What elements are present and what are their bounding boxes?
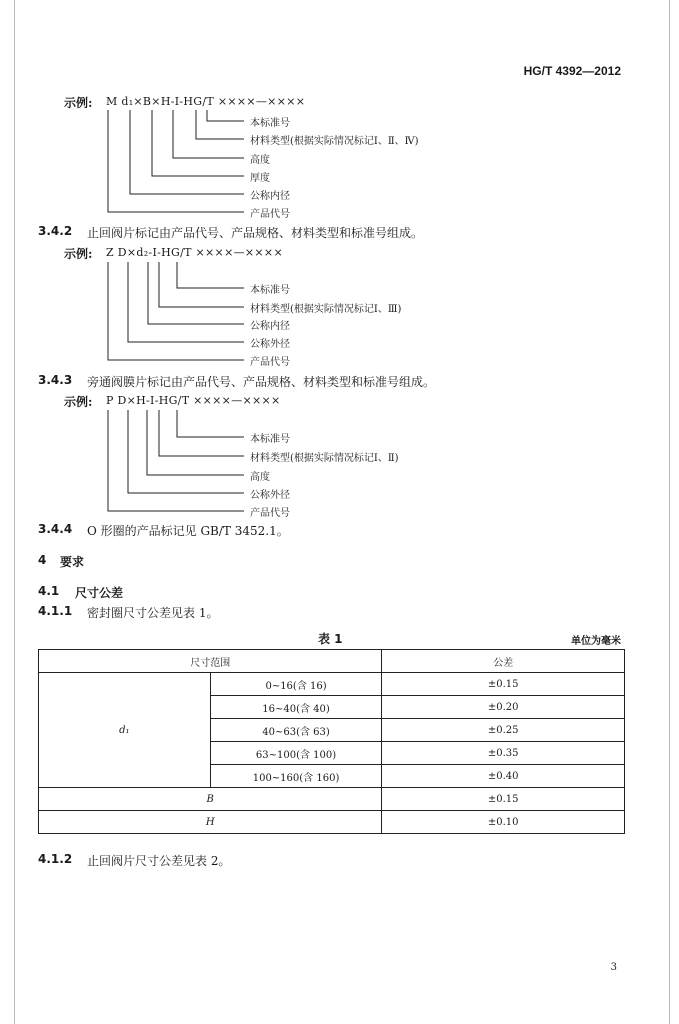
section-4-1-title: 尺寸公差 [75, 586, 124, 600]
ex3-label-standard: 本标准号 [250, 434, 290, 445]
tolerance-cell: ±0.40 [382, 765, 625, 788]
clause-4-1-1-text: 密封圈尺寸公差见表 1。 [87, 606, 219, 620]
tolerance-cell: ±0.15 [382, 673, 625, 696]
example-3-prefix: 示例: [64, 395, 93, 409]
label-H: H [39, 811, 382, 834]
clause-4-1-2-text: 止回阀片尺寸公差见表 2。 [87, 854, 231, 868]
ex3-label-height: 高度 [250, 472, 270, 483]
example-1-code: M d₁×B×H-Ⅰ-HG/T ××××—×××× [106, 95, 306, 108]
group-label-d1: d₁ [39, 673, 211, 788]
clause-3-4-3-number: 3.4.3 [38, 373, 73, 387]
ex2-label-product-code: 产品代号 [250, 357, 290, 368]
ex3-label-material: 材料类型(根据实际情况标记Ⅰ、Ⅱ) [250, 453, 399, 464]
range-cell: 16~40(含 40) [210, 696, 382, 719]
section-4-1-number: 4.1 [38, 584, 60, 598]
clause-3-4-4-number: 3.4.4 [38, 522, 73, 536]
clause-3-4-2-text: 止回阀片标记由产品代号、产品规格、材料类型和标准号组成。 [87, 226, 424, 240]
ex1-label-height: 高度 [250, 155, 270, 166]
tolerance-cell: ±0.35 [382, 742, 625, 765]
tolerance-cell: ±0.25 [382, 719, 625, 742]
ex2-label-inner-diameter: 公称内径 [250, 321, 290, 332]
header-size-range: 尺寸范围 [39, 650, 382, 673]
example-3-code: P D×H-Ⅰ-HG/T ××××—×××× [106, 394, 281, 407]
tolerance-cell: ±0.10 [382, 811, 625, 834]
range-cell: 63~100(含 100) [210, 742, 382, 765]
ex2-label-material: 材料类型(根据实际情况标记Ⅰ、Ⅲ) [250, 304, 402, 315]
clause-4-1-2-number: 4.1.2 [38, 852, 73, 866]
ex2-label-outer-diameter: 公称外径 [250, 339, 290, 350]
header-tolerance: 公差 [382, 650, 625, 673]
ex1-label-inner-diameter: 公称内径 [250, 191, 290, 202]
example-1-prefix: 示例: [64, 96, 93, 110]
clause-3-4-2-number: 3.4.2 [38, 224, 73, 238]
clause-3-4-4-text: O 形圈的产品标记见 GB/T 3452.1。 [87, 524, 289, 538]
table-row [39, 673, 625, 696]
tolerance-cell: ±0.15 [382, 788, 625, 811]
table-row [39, 811, 625, 834]
ex3-label-outer-diameter: 公称外径 [250, 490, 290, 501]
section-4-number: 4 [38, 553, 47, 567]
table-1-unit: 单位为毫米 [571, 636, 621, 647]
page-number: 3 [610, 962, 617, 973]
range-cell: 40~63(含 63) [210, 719, 382, 742]
ex2-label-standard: 本标准号 [250, 285, 290, 296]
range-cell: 100~160(含 160) [210, 765, 382, 788]
clause-4-1-1-number: 4.1.1 [38, 604, 73, 618]
section-4-title: 要求 [60, 555, 85, 569]
clause-3-4-3-text: 旁通阀膜片标记由产品代号、产品规格、材料类型和标准号组成。 [87, 375, 436, 389]
ex1-label-product-code: 产品代号 [250, 209, 290, 220]
ex1-label-material: 材料类型(根据实际情况标记Ⅰ、Ⅱ、Ⅳ) [250, 136, 419, 147]
ex1-label-standard: 本标准号 [250, 118, 290, 129]
range-cell: 0~16(含 16) [210, 673, 382, 696]
example-2-code: Z D×d₂-Ⅰ-HG/T ××××—×××× [106, 246, 283, 259]
table-header-row [39, 650, 625, 673]
tolerance-table [38, 649, 625, 834]
ex3-label-product-code: 产品代号 [250, 508, 290, 519]
standard-number: HG/T 4392—2012 [523, 64, 621, 78]
example-2-prefix: 示例: [64, 247, 93, 261]
table-1-caption: 表 1 [318, 632, 343, 646]
tolerance-cell: ±0.20 [382, 696, 625, 719]
table-row [39, 788, 625, 811]
label-B: B [39, 788, 382, 811]
ex1-label-thickness: 厚度 [250, 173, 270, 184]
